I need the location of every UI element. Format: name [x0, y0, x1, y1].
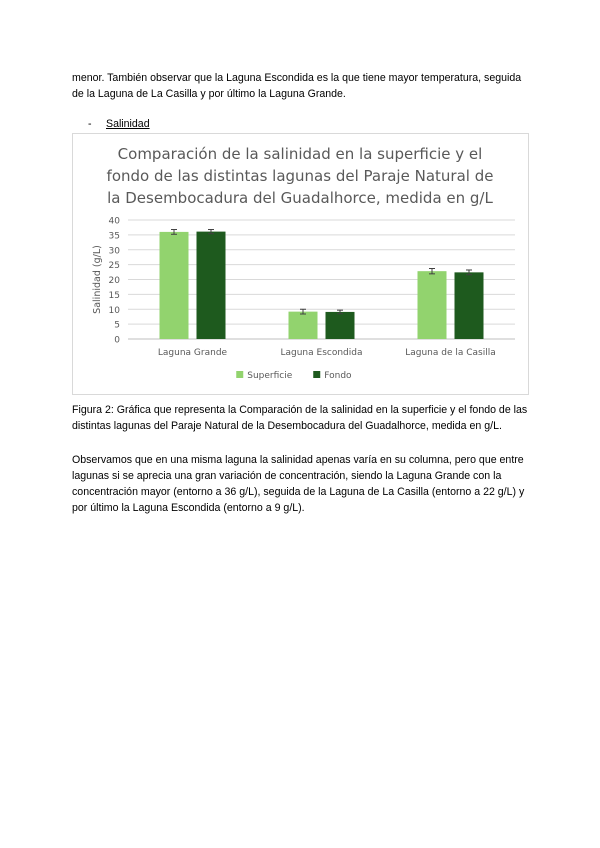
y-tick-label: 25 — [108, 261, 120, 272]
chart-title-line: Comparación de la salinidad en la superficie y el — [117, 145, 483, 163]
chart-title-line: la Desembocadura del Guadalhorce, medida en g/L — [107, 189, 493, 207]
y-tick-label: 15 — [108, 290, 120, 301]
bar — [455, 272, 484, 339]
section-heading-salinidad: Salinidad — [106, 118, 150, 130]
y-tick-label: 35 — [108, 231, 120, 242]
y-tick-label: 30 — [108, 246, 120, 257]
salinity-bar-chart — [73, 134, 528, 394]
y-tick-label: 0 — [114, 335, 120, 346]
body-paragraph-bottom: Observamos que en una misma laguna la salinidad apenas varía en su columna, pero que entre lagunas si se aprecia una gran variación de concentración, siendo la Laguna Grande con la concentración mayor (entorno a 36 g/L), seguida de la Laguna de La Casilla (entorno a 22 g/L) y por último la Laguna Escondida (entorno a 9 g/L). — [72, 454, 525, 514]
bar — [197, 232, 226, 339]
y-tick-label: 40 — [108, 216, 120, 227]
x-tick-label: Laguna Escondida — [280, 348, 363, 358]
y-axis-label: Salinidad (g/L) — [92, 245, 103, 314]
legend-swatch — [313, 371, 320, 378]
figure-caption: Figura 2: Gráfica que representa la Comparación de la salinidad en la superficie y el fondo de las distintas lagunas del Paraje Natural de la Desembocadura del Guadalhorce, medida en g/L. — [72, 404, 528, 432]
legend-swatch — [236, 371, 243, 378]
y-tick-label: 20 — [108, 276, 120, 286]
x-tick-label: Laguna de la Casilla — [405, 348, 496, 358]
legend-label: Superficie — [247, 371, 293, 381]
bar — [289, 312, 318, 339]
y-tick-label: 10 — [108, 305, 120, 316]
x-tick-label: Laguna Grande — [157, 348, 228, 358]
bar — [418, 271, 447, 339]
section-bullet — [88, 116, 150, 132]
bar — [326, 312, 355, 339]
bar — [160, 232, 189, 339]
chart-container — [72, 133, 529, 395]
bullet-dash: - — [88, 118, 92, 130]
chart-title-line: fondo de las distintas lagunas del Paraje Natural de — [106, 167, 494, 185]
y-tick-label: 5 — [114, 320, 120, 331]
body-paragraph-top: menor. También observar que la Laguna Escondida es la que tiene mayor temperatura, seguida de la Laguna de La Casilla y por último la Laguna Grande. — [72, 72, 522, 100]
legend-label: Fondo — [324, 371, 352, 381]
